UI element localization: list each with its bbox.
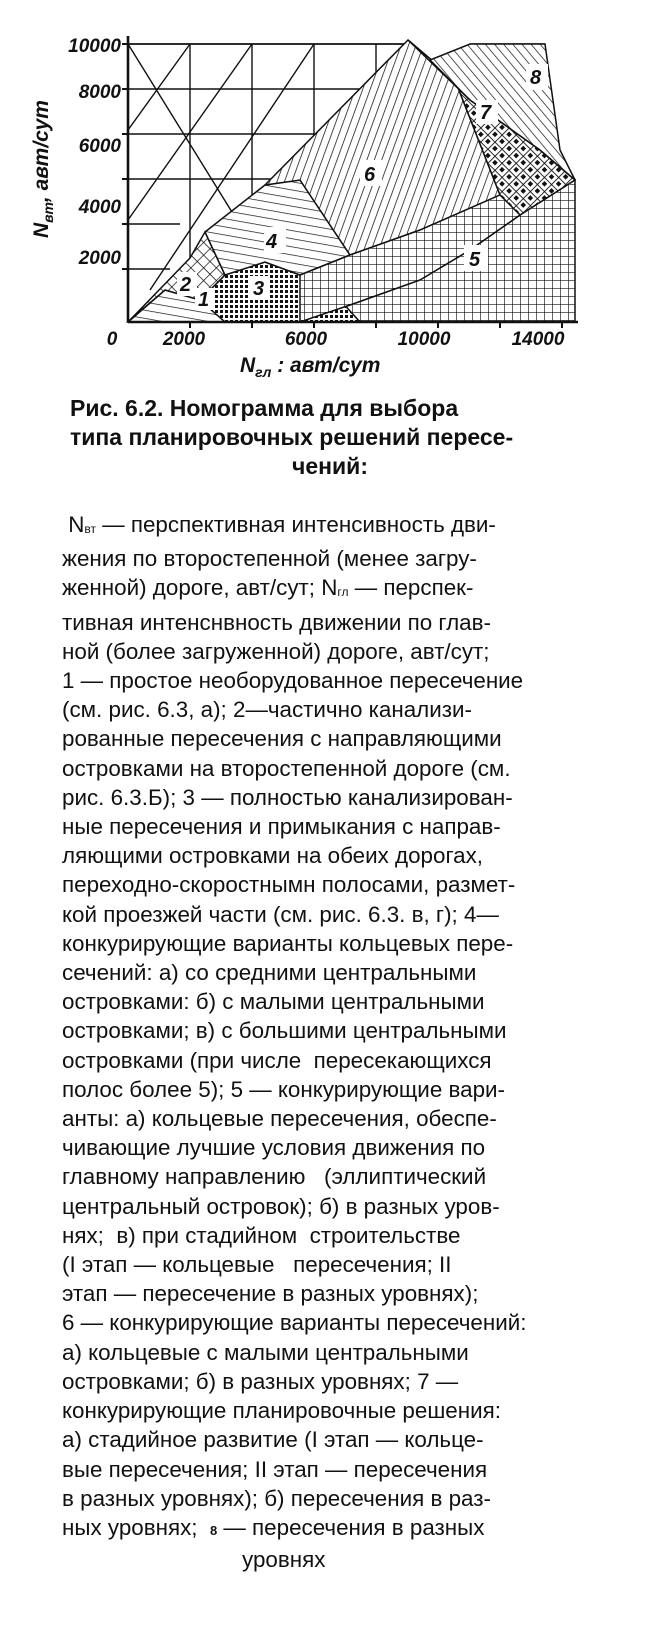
legend-line	[62, 841, 652, 870]
y-tick-label: 4000	[78, 197, 121, 218]
legend-text: 6 — конкурирующие варианты пересечений:	[62, 1310, 527, 1336]
legend-text: ляющими островками на обеих дорогах,	[62, 843, 484, 869]
legend-text: кой проезжей части (см. рис. 6.3. в, г); 4—	[62, 901, 499, 927]
legend-line	[62, 1425, 652, 1454]
legend-text: конкурирующие варианты кольцевых пере-	[62, 930, 514, 956]
zone-label-3: 3	[253, 278, 265, 300]
legend-line	[62, 1075, 652, 1104]
zone-label-8: 8	[530, 67, 542, 89]
legend-line	[62, 1396, 652, 1425]
legend-text: островками; б) в разных уровнях; 7 —	[62, 1368, 459, 1394]
legend-line	[62, 1046, 652, 1075]
zone-label-1: 1	[198, 289, 210, 311]
y-tick-label: 2000	[78, 248, 121, 269]
x-tick-label: 6000	[284, 329, 328, 350]
legend-line	[62, 958, 652, 987]
legend-line	[62, 1250, 652, 1279]
legend-line	[62, 1192, 652, 1221]
y-axis-label: $N_{вт}$, авт/сут	[30, 100, 56, 238]
caption-line: чений:	[292, 453, 368, 479]
legend-text: ные пересечения и примыкания с направ-	[62, 814, 501, 840]
legend-line	[62, 1338, 652, 1367]
legend-line	[62, 1367, 652, 1396]
legend-text: островками на второстепенной дороге (см.	[62, 755, 511, 781]
legend-line	[62, 987, 652, 1016]
x-tick-label: 0	[106, 329, 118, 350]
legend-line	[62, 1016, 652, 1045]
legend-subscript: вт	[84, 522, 97, 536]
legend-line	[62, 1308, 652, 1337]
x-axis-label: $N_{гл}$ : авт/сут	[240, 354, 381, 380]
legend-text: (см. рис. 6.3, а); 2—частично канализи-	[62, 697, 472, 723]
legend-line	[62, 754, 652, 783]
caption-line: Рис. 6.2. Номограмма для выбора	[70, 395, 459, 421]
legend-line	[62, 1484, 652, 1513]
legend-text: N	[62, 512, 85, 537]
x-tick-label: 14000	[511, 329, 565, 350]
legend-text: 1 — простое необорудованное пересечение	[62, 668, 524, 694]
legend-text: а) стадийное развитие (I этап — кольце-	[62, 1427, 484, 1453]
legend-text: нях; в) при стадийном строительстве	[62, 1222, 461, 1248]
legend-line	[62, 637, 652, 666]
legend-text: островками (при числе пересекающихся	[62, 1047, 492, 1073]
zone-label-7: 7	[480, 102, 492, 124]
legend-text: — пересечения в разных	[217, 1514, 485, 1540]
legend-text: этап — пересечение в разных уровнях);	[62, 1281, 479, 1307]
legend-line	[62, 783, 652, 812]
legend-line	[62, 1513, 652, 1545]
legend-line	[62, 1162, 652, 1191]
legend-line	[62, 900, 652, 929]
legend-line	[62, 929, 652, 958]
legend-text: уровнях	[242, 1547, 326, 1573]
legend-line	[62, 1104, 652, 1133]
y-tick-label: 8000	[78, 82, 121, 103]
legend-text: — перспек-	[348, 575, 474, 601]
legend-subscript: гл	[337, 585, 349, 600]
legend-text: ной (более загруженной) дороге, авт/сут;	[62, 638, 490, 664]
legend-text: вые пересечения; II этап — пересечения	[62, 1456, 488, 1482]
zone-label-6: 6	[364, 164, 376, 186]
legend-text: (I этап — кольцевые пересечения; II	[62, 1252, 452, 1278]
legend-text: ных уровнях;	[62, 1514, 210, 1540]
nomogram-chart	[0, 0, 657, 395]
legend-line	[62, 1279, 652, 1308]
legend-line	[62, 510, 652, 544]
legend-text: главному направлению (эллиптический	[62, 1164, 487, 1190]
legend-text: островками: б) с малыми центральными	[62, 989, 485, 1015]
legend-text: рованные пересечения с направляющими	[62, 726, 502, 752]
legend-text: полос более 5); 5 — конкурирующие вари-	[62, 1076, 506, 1102]
legend-text: в разных уровнях); б) пересечения в раз-	[62, 1485, 491, 1511]
legend-line	[62, 573, 652, 607]
legend-text: чивающие лучшие условия движения по	[62, 1135, 486, 1161]
legend-text: а) кольцевые с малыми центральными	[62, 1339, 469, 1365]
x-tick-label: 2000	[162, 329, 206, 350]
zone-label-2: 2	[180, 274, 192, 296]
legend-text: сечений: а) со средними центральными	[62, 960, 477, 986]
legend-line	[62, 1455, 652, 1484]
legend-line	[62, 1221, 652, 1250]
legend-line	[62, 666, 652, 695]
legend-text: рис. 6.3.Б); 3 — полностью канализирован-	[62, 784, 513, 810]
figure-legend-text	[62, 510, 652, 1574]
legend-text: анты: а) кольцевые пересечения, обеспе-	[62, 1106, 497, 1132]
legend-line	[62, 695, 652, 724]
zone-label-5: 5	[469, 249, 481, 271]
legend-line	[62, 1545, 652, 1574]
legend-text: тивная интенснвность движении по глав-	[62, 609, 491, 635]
legend-text: островками; в) с большими центральными	[62, 1018, 507, 1044]
legend-text: жения по второстепенной (менее загру-	[62, 546, 477, 572]
legend-line	[62, 544, 652, 573]
legend-line	[62, 1133, 652, 1162]
legend-line	[62, 608, 652, 637]
caption-line: типа планировочных решений пересе-	[70, 424, 514, 450]
figure-caption	[70, 394, 550, 481]
legend-line	[62, 812, 652, 841]
legend-line	[62, 870, 652, 899]
legend-text: — перспективная интенсивность дви-	[96, 512, 496, 537]
zone-label-4: 4	[266, 231, 278, 253]
x-tick-label: 10000	[397, 329, 451, 350]
legend-text: женной) дороге, авт/сут; N	[62, 575, 338, 601]
y-tick-label: 6000	[78, 136, 121, 157]
legend-text: переходно-скоростнымн полосами, размет-	[62, 872, 516, 898]
y-tick-label: 10000	[68, 36, 121, 57]
legend-zone-number: 8	[209, 1522, 218, 1538]
legend-text: центральный островок); б) в разных уров-	[62, 1193, 500, 1219]
legend-text: конкурирующие планировочные решения:	[62, 1398, 501, 1424]
legend-line	[62, 724, 652, 753]
